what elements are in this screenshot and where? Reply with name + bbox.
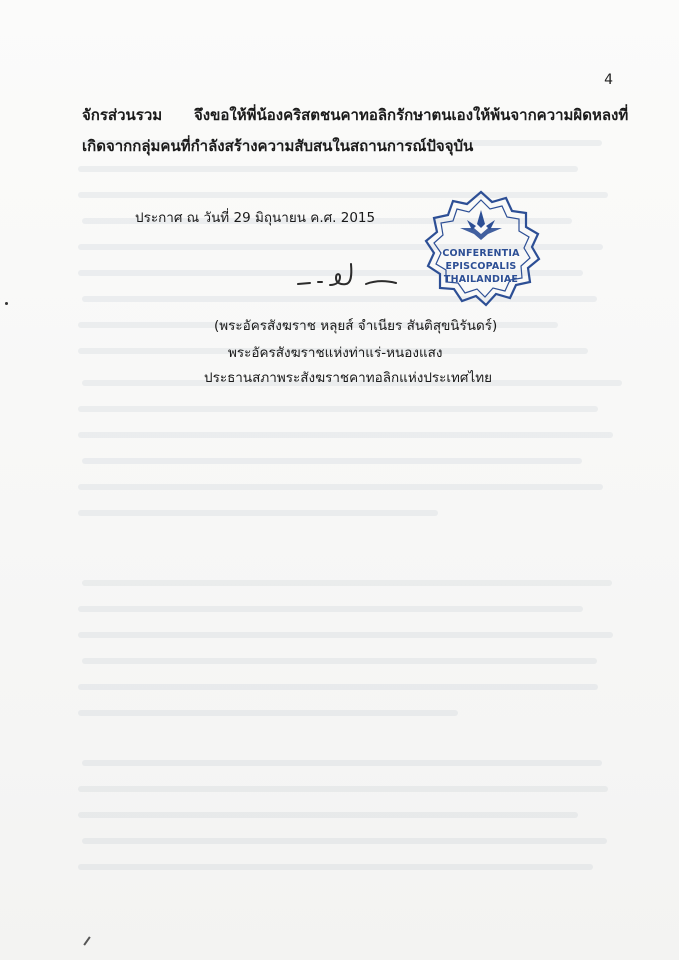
bleed-through-line — [78, 432, 613, 438]
bleed-through-line — [78, 812, 578, 818]
stray-mark — [5, 302, 8, 305]
heading-line-1: จึงขอให้พี่น้องคริสตชนคาทอลิกรักษาตนเองให้พ้นจากความผิดหลงที่ — [194, 106, 629, 124]
stray-pen-mark — [83, 936, 90, 945]
bleed-through-line — [82, 838, 607, 844]
bleed-through-line — [82, 658, 597, 664]
bleed-through-line — [78, 632, 613, 638]
signatory-title: พระอัครสังฆราชแห่งท่าแร่-หนองแสง — [228, 345, 443, 361]
bleed-through-line — [78, 684, 598, 690]
handwritten-signature — [296, 258, 406, 298]
conference-seal — [420, 188, 542, 310]
signatory-position: ประธานสภาพระสังฆราชคาทอลิกแห่งประเทศไทย — [204, 370, 493, 386]
seal-text-2: EPISCOPALIS — [445, 261, 517, 272]
seal-text-3: THAILANDIAE — [443, 274, 519, 285]
bleed-through-line — [78, 406, 598, 412]
bleed-through-line — [78, 864, 593, 870]
seal-text-1: CONFERENTIA — [442, 248, 520, 259]
bleed-through-line — [82, 458, 582, 464]
heading-line-2: เกิดจากกลุ่มคนที่กำลังสร้างความสับสนในสถานการณ์ปัจจุบัน — [82, 137, 474, 155]
bleed-through-line — [78, 786, 608, 792]
page-number: 4 — [604, 72, 613, 88]
signatory-name: (พระอัครสังฆราช หลุยส์ จำเนียร สันติสุขนิรันดร์) — [214, 318, 498, 334]
heading-label: จักรส่วนรวม — [82, 106, 163, 124]
bleed-through-line — [78, 166, 578, 172]
announcement-date: ประกาศ ณ วันที่ 29 มิถุนายน ค.ศ. 2015 — [135, 210, 376, 226]
bleed-through-line — [82, 760, 602, 766]
bleed-through-line — [78, 710, 458, 716]
bleed-through-line — [78, 606, 583, 612]
bleed-through-line — [78, 510, 438, 516]
bleed-through-line — [82, 580, 612, 586]
bleed-through-line — [78, 484, 603, 490]
